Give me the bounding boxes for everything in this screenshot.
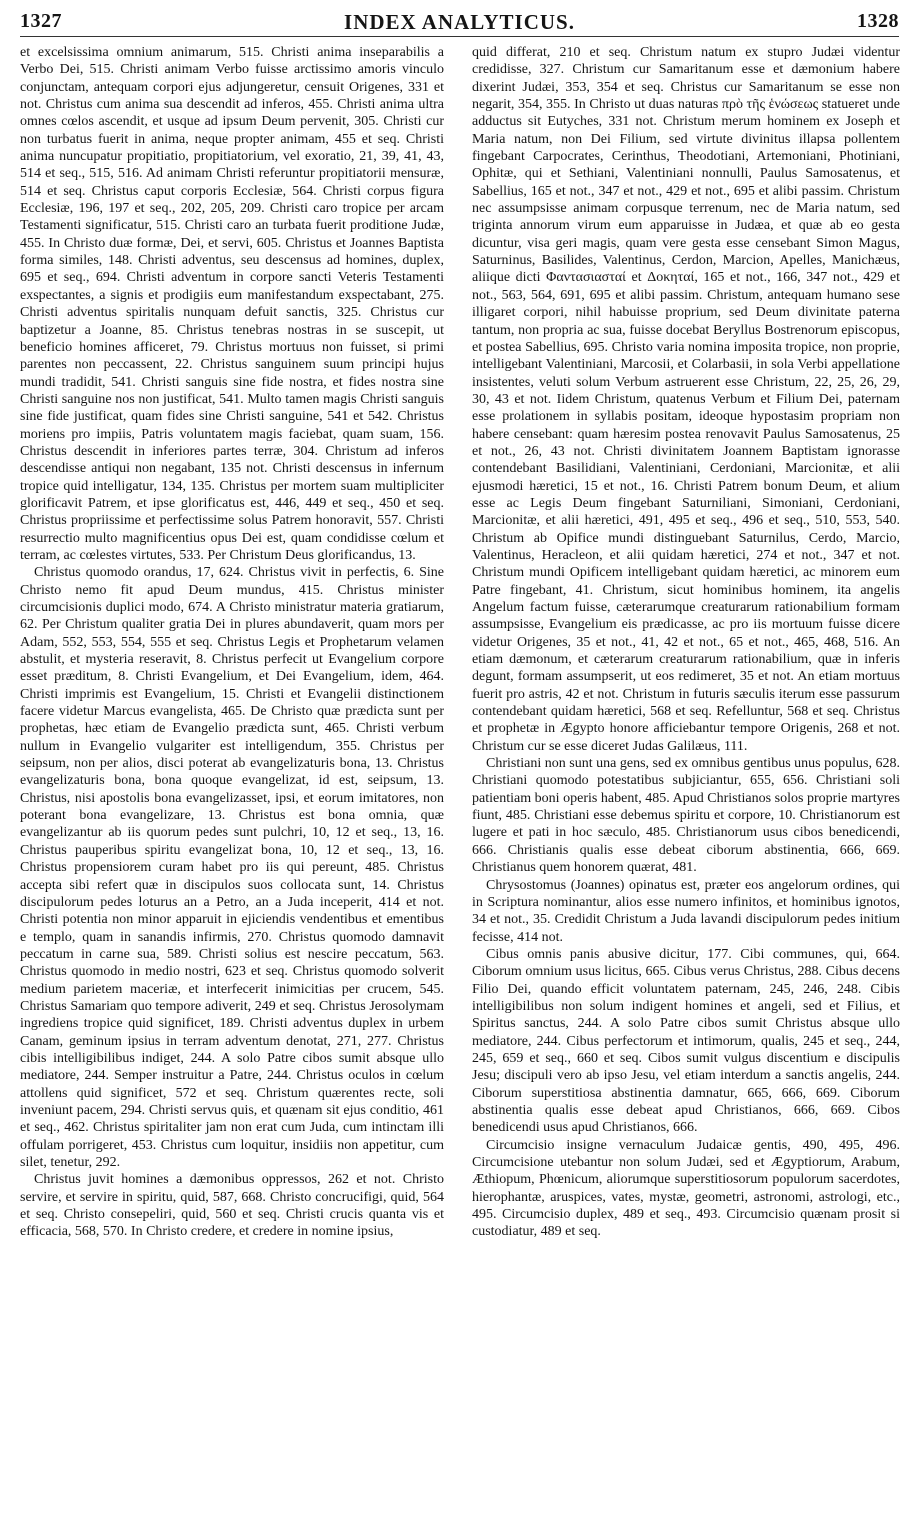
right-column	[472, 44, 900, 1532]
index-entry: Chrysostomus (Joannes) opinatus est, præter eos angelorum ordines, qui in Scriptura nominantur, alios esse numero infinitos, et hominibus ignotos, 34 et not., 35. Credidit Christum a Juda lavandi discipulorum pedes initium fecisse, 414 not.	[472, 877, 900, 945]
index-entry: Christus juvit homines a dæmonibus oppressos, 262 et not. Christo servire, et servire in spiritu, quid, 587, 668. Christo concrucifigi, quid, 564 et seq. Christo consepeliri, quid, 560 et seq. Christi crucis quanta vis et efficacia, 568, 570. In Christo credere, et credere in nomine ipsius,	[20, 1172, 444, 1240]
index-entry: Christus quomodo orandus, 17, 624. Christus vivit in perfectis, 6. Sine Christo nemo fit apud Deum mundus, 415. Christus minister circumcisionis duplici modo, 674. A Christo ministratur materia gratiarum, 62. Per Christum qualiter gratia Dei in plures abundaverit, quam mors per Adam, 552, 553, 554, 555 et seq. Christus Legis et Prophetarum velamen abstulit, et mysteria reseravit, 8. Christus perfecit ut Evangelium corpore esset præditum, 8. Christi Evangelium, et Dei Evangelium, idem, 464. Christi imprimis est Evangelium, 15. Christi et Evangelii distinctionem facere videtur Marcus evangelista, 465. De Christo quæ prædicta sunt per prophetas, hæc etiam de Evangelio prædicta sunt, 465. Christi verbum nullum in Evangelio vulgariter est intelligendum, 355. Christus per seipsum, non per alios, disci poterat ab evangelizaturis bona, 13. Christus evangelizaturis bona, bona quoque evangelizat, id est, seipsum, 13. Christus, nisi apostolis bona evangelizasset, ipsi, et eorum imitatores, non poterant bona evangelizare, 13. Christus est bona omnia, quæ evangelizantur ab iis quorum pedes sunt pulchri, 10, 12 et seq., 13, 16. Christus pauperibus spiritu evangelizat bona, 10, 12 et seq., 13, 16. Christus propensiorem curam habet pro iis qui pereunt, 485. Christus accepta sibi refert quæ in discipulos suos collocata sunt, 14. Christus discipulorum pedes loturus an a Petro, an a Juda inceperit, 414 et not. Christi potentia non minor apparuit in ejiciendis vendentibus et ementibus e templo, quam in sanandis infirmis, 270. Christus quomodo damnavit peccatum in carne sua, 589. Christi solius est nescire peccatum, 563. Christus quomodo in medio nostri, 623 et seq. Christus quomodo solverit medium parietem maceriæ, et interfecerit inimicitias per crucem, 545. Christus Samariam quo tempore adiverit, 249 et seq. Christus Jerosolymam ingrediens tropice quid significet, 189. Christi adventus duplex in urbem Canam, geminum ipsius in terram adventum denotat, 271, 277. Christus cibis intelligibilibus indiget, 244. A solo Patre cibos sumit absque ullo mediatore, 244. Semper instruitur a Patre, 244. Christus oculos in cœlum attollens quid significet, 572 et seq. Christum quærentes recte, soli inveniunt pacem, 294. Christi servus quis, et quænam sit ejus conditio, 461 et seq., 462. Christus spiritaliter jam non erat cum Juda, cum intinctam illi offulam porrigeret, 453. Christus cum loquitur, insidiis non appetitur, cum silet, tenetur, 292.	[20, 565, 444, 1170]
index-entry: et excelsissima omnium animarum, 515. Christi anima inseparabilis a Verbo Dei, 515. Christi animam Verbo fuisse arctissimo amoris vinculo conjunctam, antequam corpori ejus adjungeretur, censuit Origenes, 331 et not. Christus cum anima sua descendit ad inferos, 455. Christi anima ultra omnes cœlos ascendit, et usque ad ipsum Deum pervenit, 305. Christi cur non turbatus fuerit in anima, neque propter animam, 455 et seq. Christi anima nuncupatur propitiatio, propitiatorium, vel exoratio, 21, 39, 41, 43, 514 et seq., 515, 516. Ad animam Christi referuntur propitiatorii mensuræ, 514 et seq. Christus caput corporis Ecclesiæ, 564. Christi corpus figura Ecclesiæ, 196, 197 et seq., 202, 205, 209. Christi caro tropice per arcam Testamenti significatur, 515. Christi caro an turbata fuerit proditione Judæ, 455. In Christo duæ formæ, Dei, et servi, 605. Christus et Joannes Baptista forma similes, 148. Christi adventus, seu descensus ad homines, duplex, 695 et seq., 694. Christi adventum in corpore sancti Veteris Testamenti exspectantes, a signis et prodigiis eum manifestandum exspectabant, 275. Christi adventus spiritalis nunquam defuit sanctis, 325. Christus cur baptizetur a Joanne, 85. Christus tenebras nostras in se suscepit, ut beneficio homines afficeret, 79. Christus mortuus non fuisset, si primi parentes non peccassent, 22. Christus sanguinem suum principi hujus mundi tradidit, 541. Christi sanguis sine fide nostra, et fides nostra sine Christi sanguine nos non justificat, 541. Multo tamen magis Christi sanguis sine fide justificat, quam fides sine Christi sanguine, 541 et 542. Christus moriens pro impiis, Patris voluntatem magis faciebat, quam suam, 156. Christus descendit in inferiores partes terræ, 304. Christum ad inferos descendisse antiqui non negabant, 135 not. Christi descensus in infernum tropice quid intelligatur, 134, 135. Christus per mortem suam multipliciter glorificavit Patrem, et ipse glorificatus est, 446, 449 et seq., 450 et seq. Christus propriissime et perfectissime solus Patrem honoravit, 557. Christi resurrectio multo magnificentius opus Dei est, quam condidisse cœlum et terram, ac cœlestes virtutes, 533. Per Christum Deus glorificandus, 13.	[20, 45, 444, 563]
right-page-number: 1328	[857, 10, 899, 32]
running-header	[20, 10, 899, 42]
left-column	[20, 44, 444, 1532]
index-entry: Christiani non sunt una gens, sed ex omnibus gentibus unus populus, 628. Christiani quomodo potestatibus subjiciantur, 655, 656. Christiani soli patientiam boni operis habent, 485. Apud Christianos solos proprie martyres fiunt, 485. Christiani esse debemus spiritu et corpore, 10. Christianorum est lugere et pati in hoc sæculo, 485. Christianorum usus cibos benedicendi, 666. Christianis qualis esse debeat ciborum abstinentia, 666, 669. Christianus quem honorem quærat, 481.	[472, 756, 900, 876]
index-entry: quid differat, 210 et seq. Christum natum ex stupro Judæi videntur credidisse, 327. Christum cur Samaritanum esse et dæmonium habere dixerint Judæi, 353, 354 et seq. Christus cur Samaritanum se esse non negarit, 354, 355. In Christo ut duas naturas πρὸ τῆς ἑνώσεως statueret unde adductus sit Eutyches, 331 not. Christum merum hominem ex Joseph et Maria natum, non Dei Filium, sed virtute divinitus illapsa pollentem fingebant Carpocrates, Cerinthus, Theodotiani, Artemoniani, Photiniani, Ophitæ, qui et Sethiani, Valentiniani nonnulli, Paulus Samosatenus, et Sabellius, 165 et not., 347 et not., 429 et not., 695 et alibi passim. Christum nec assumpsisse animam corpusque terrenum, nec de Maria natum, sed triginta annorum virum eum apparuisse in Judæa, et quæ ab eo gesta dicuntur, visa geri magis, quam vere gesta esse censebant Simon Magus, Saturninus, Basilides, Valentinus, Cerdon, Marcion, Apelles, Manichæus, aliique dicti Φαντασιασταί et Δοκηταί, 165 et not., 166, 347 not., 429 et not., 563, 564, 691, 695 et alibi passim. Christum, antequam humano sese illigaret corpori, nihil habuisse proprium, sed Deum divinitate paterna tantum, non propria ac sua, fuisse docebat Beryllus Bostrenorum episcopus, et postea Sabellius, 695. Christo varia nomina imposita tropice, non proprie, intelligebant Valentiniani, Marcosii, et Colarbasii, in sola Verbi appellatione insistentes, veluti solum Verbum astruerent esse Christum, 22, 25, 26, 29, 30, 43 et not. Iidem Christum, quatenus Verbum et Filium Dei, paternam esse prolationem in syllabis positam, ideoque hypostasim propriam non habere censebant: quam hæresim postea renovavit Paulus Samosatenus, 25 et not., 26, 43 not. Christi divinitatem Joannem Baptistam ignorasse contendebant Basilidiani, Valentiniani, Cerdoniani, Marcionitæ, et alii ejusmodi hæretici, 15 et not., 16. Christi Patrem bonum Deum, et alium esse ac Legis Deum fingebant Saturniliani, Simoniani, Cerdoniani, Marcionitæ, et alii hæretici, 491, 495 et seq., 496 et seq., 510, 553, 540. Christum ab Opifice mundi distinguebant Saturnilus, Cerdo, Marcio, Valentinus, Heracleon, et alii quidam hæretici, 274 et not., 347 et not. Christum mundi Opificem intelligebant quidam hæretici, ac minorem eum Patre fingebant, 41. Christum, sicut hominibus hominem, ita angelis Angelum factum fuisse, cæterarumque creaturarum rationabilium formam assumpsisse, Evangelium eis prædicasse, ac pro iis mortuum fuisse dicere videtur Origenes, 35 et not., 41, 42 et not., 65 et not., 465, 468, 516. An etiam dæmonum, et cæterarum creaturarum rationabilium, quæ in inferis degunt, formam assumpserit, ut eos redimeret, 35 et not. An etiam mortuus fuerit pro astris, 42 et not. Christum in futuris sæculis iterum esse passurum contendebant quidam hæretici, 568 et seq. Refelluntur, 568 et seq. Christus et prophetæ in Ægypto honore afficiebantur tempore Origenis, 268 et not. Christum cur se esse diceret Judas Galilæus, 111.	[472, 45, 900, 754]
page-title: INDEX ANALYTICUS.	[344, 10, 575, 34]
index-entry: Circumcisio insigne vernaculum Judaicæ gentis, 490, 495, 496. Circumcisione utebantur non solum Judæi, sed et Ægyptiorum, Arabum, Æthiopum, Phœnicum, aliorumque superstitiosorum populorum sacerdotes, hierophantæ, aruspices, vates, mystæ, geometri, astronomi, astrologi, etc., 495. Circumcisio duplex, 489 et seq., 493. Circumcisio quænam prosit si custodiatur, 489 et seq.	[472, 1137, 900, 1240]
left-page-number: 1327	[20, 10, 62, 32]
index-entry: Cibus omnis panis abusive dicitur, 177. Cibi communes, qui, 664. Ciborum omnium usus licitus, 665. Cibus verus Christus, 288. Cibus decens Filio Dei, quando efficit voluntatem paternam, 245, 246, 248. Cibis intelligibilibus non solum indigent homines et angeli, sed et Filius, et Spiritus sanctus, 244. A solo Patre cibos sumit Christus absque ullo mediatore, 244. Cibus perfectorum et intimorum, qualis, 245 et seq., 244, 245, 659 et seq., 660 et seq. Cibos sumit vulgus discentium e discipulis Jesu; discipuli vero ab ipso Jesu, vel etiam interdum a sanctis angelis, 244. Ciborum superstitiosa abstinentia damnatur, 665, 666, 669. Ciborum abstinentia qualis esse debeat apud Christianos, 666, 669. Cibos benedicendi usus apud Christianos, 666.	[472, 946, 900, 1136]
header-rule	[20, 36, 899, 37]
